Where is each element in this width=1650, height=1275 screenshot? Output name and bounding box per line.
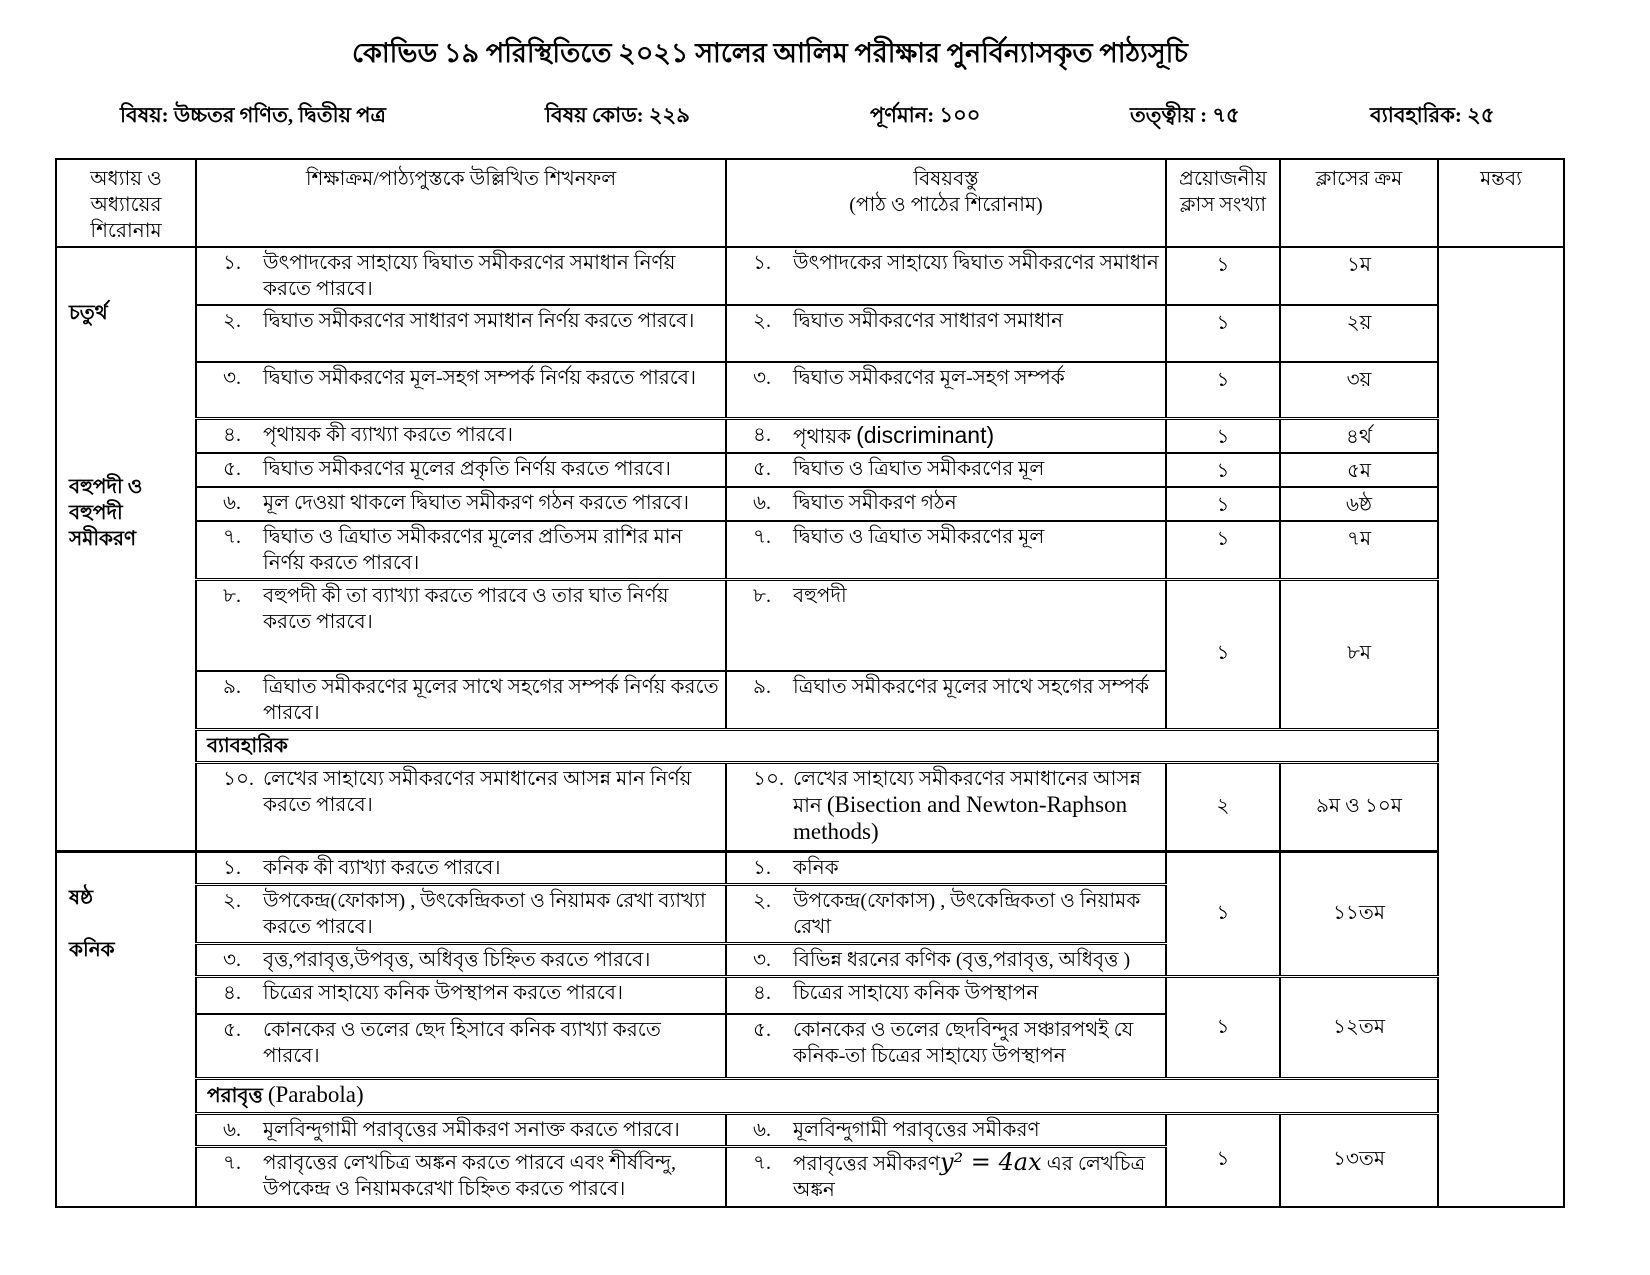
methods-label: (Bisection and Newton-Raphson methods) xyxy=(793,792,1128,844)
classes-cell: ১ xyxy=(1166,305,1280,362)
outcome-cell: ১০. লেখের সাহায্যে সমীকরণের সমাধানের আসন্ন মান নির্ণয় করতে পারবে। xyxy=(196,763,726,852)
outcome-cell: ৪. পৃথায়ক কী ব্যাখ্যা করতে পারবে। xyxy=(196,418,726,453)
content-cell: ৬. মূলবিন্দুগামী পরাবৃত্তের সমীকরণ xyxy=(726,1114,1166,1147)
meta-full-marks: পূর্ণমান: ১০০ xyxy=(870,103,981,127)
content-cell: ৩. দ্বিঘাত সমীকরণের মূল-সহগ সম্পর্ক xyxy=(726,362,1166,418)
table-header-row xyxy=(56,159,1564,247)
table-row xyxy=(56,1114,1564,1147)
practical-band-row xyxy=(56,730,1564,763)
table-row xyxy=(56,763,1564,852)
content-cell: ৭. পরাবৃত্তের সমীকরণy² = 4ax এর লেখচিত্র অঙ্কন xyxy=(726,1147,1166,1207)
outcome-cell: ৬. মূল দেওয়া থাকলে দ্বিঘাত সমীকরণ গঠন করতে পারবে। xyxy=(196,487,726,521)
order-cell: ৬ষ্ঠ xyxy=(1280,487,1438,521)
practical-band-label: ব্যাবহারিক xyxy=(196,730,1438,763)
classes-cell: ২ xyxy=(1166,763,1280,852)
order-cell: ১ম xyxy=(1280,247,1438,305)
outcome-cell: ৪. চিত্রের সাহায্যে কনিক উপস্থাপন করতে পারবে। xyxy=(196,977,726,1014)
outcome-cell: ১. উৎপাদকের সাহায্যে দ্বিঘাত সমীকরণের সমাধান নির্ণয় করতে পারবে। xyxy=(196,247,726,305)
order-cell: ১৩তম xyxy=(1280,1114,1438,1207)
classes-cell: ১ xyxy=(1166,487,1280,521)
header-comment: মন্তব্য xyxy=(1438,159,1564,247)
table-row xyxy=(56,305,1564,362)
order-cell: ৮ম xyxy=(1280,579,1438,730)
order-cell: ৯ম ও ১০ম xyxy=(1280,763,1438,852)
header-order: ক্লাসের ক্রম xyxy=(1280,159,1438,247)
outcome-cell: ৬. মূলবিন্দুগামী পরাবৃত্তের সমীকরণ সনাক্ত করতে পারবে। xyxy=(196,1114,726,1147)
content-cell: ৫. কোনকের ও তলের ছেদবিন্দুর সঞ্চারপথই যে কনিক-তা চিত্রের সাহায্যে উপস্থাপন xyxy=(726,1014,1166,1079)
table-row xyxy=(56,453,1564,487)
content-cell: ৪. চিত্রের সাহায্যে কনিক উপস্থাপন xyxy=(726,977,1166,1014)
outcome-cell: ৮. বহুপদী কী তা ব্যাখ্যা করতে পারবে ও তার ঘাত নির্ণয় করতে পারবে। xyxy=(196,579,726,671)
header-chapter: অধ্যায় ও অধ্যায়ের শিরোনাম xyxy=(56,159,196,247)
chapter-number: ষষ্ঠ xyxy=(69,887,94,909)
header-content-line2: (পাঠ ও পাঠের শিরোনাম) xyxy=(849,194,1043,216)
table-row xyxy=(56,247,1564,305)
content-cell: ২. উপকেন্দ্র(ফোকাস) , উৎকেন্দ্রিকতা ও নিয়ামক রেখা xyxy=(726,885,1166,944)
syllabus-table xyxy=(55,158,1565,1208)
content-cell: ৩. বিভিন্ন ধরনের কণিক (বৃত্ত,পরাবৃত্ত, অধিবৃত্ত ) xyxy=(726,944,1166,977)
order-cell: ৪র্থ xyxy=(1280,418,1438,453)
meta-theory-marks: তত্ত্বীয় : ৭৫ xyxy=(1130,103,1240,127)
outcome-cell: ৯. ত্রিঘাত সমীকরণের মূলের সাথে সহগের সম্পর্ক নির্ণয় করতে পারবে। xyxy=(196,671,726,730)
table-row xyxy=(56,362,1564,418)
outcome-cell: ৫. দ্বিঘাত সমীকরণের মূলের প্রকৃতি নির্ণয় করতে পারবে। xyxy=(196,453,726,487)
classes-cell: ১ xyxy=(1166,362,1280,418)
outcome-cell: ৫. কোনকের ও তলের ছেদ হিসাবে কনিক ব্যাখ্যা করতে পারবে। xyxy=(196,1014,726,1079)
classes-cell: ১ xyxy=(1166,418,1280,453)
meta-practical-marks: ব্যাবহারিক: ২৫ xyxy=(1370,103,1495,127)
order-cell: ৩য় xyxy=(1280,362,1438,418)
content-cell: ১০. লেখের সাহায্যে সমীকরণের সমাধানের আসন্ন মান (Bisection and Newton-Raphson methods) xyxy=(726,763,1166,852)
outcome-cell: ৩. বৃত্ত,পরাবৃত্ত,উপবৃত্ত, অধিবৃত্ত চিহ্নিত করতে পারবে। xyxy=(196,944,726,977)
content-cell: ১. উৎপাদকের সাহায্যে দ্বিঘাত সমীকরণের সমাধান xyxy=(726,247,1166,305)
outcome-cell: ৩. দ্বিঘাত সমীকরণের মূল-সহগ সম্পর্ক নির্ণয় করতে পারবে। xyxy=(196,362,726,418)
table-row xyxy=(56,579,1564,671)
content-cell: ৮. বহুপদী xyxy=(726,579,1166,671)
meta-subject: বিষয়: উচ্চতর গণিত, দ্বিতীয় পত্র xyxy=(120,103,386,127)
header-outcomes: শিক্ষাক্রম/পাঠ্যপুস্তকে উল্লিখিত শিখনফল xyxy=(196,159,726,247)
chapter-title: কনিক xyxy=(69,939,115,961)
meta-row xyxy=(0,102,1650,132)
chapter-cell-polynomial xyxy=(56,247,196,852)
content-cell: ৬. দ্বিঘাত সমীকরণ গঠন xyxy=(726,487,1166,521)
table-row xyxy=(56,487,1564,521)
classes-cell: ১ xyxy=(1166,852,1280,977)
order-cell: ২য় xyxy=(1280,305,1438,362)
table-row xyxy=(56,521,1564,580)
classes-cell: ১ xyxy=(1166,521,1280,580)
outcome-cell: ১. কনিক কী ব্যাখ্যা করতে পারবে। xyxy=(196,852,726,885)
outcome-cell: ২. দ্বিঘাত সমীকরণের সাধারণ সমাধান নির্ণয় করতে পারবে। xyxy=(196,305,726,362)
discriminant-label: (discriminant) xyxy=(856,421,995,448)
chapter-cell-conic xyxy=(56,852,196,1207)
order-cell: ১২তম xyxy=(1280,977,1438,1079)
content-cell: ১. কনিক xyxy=(726,852,1166,885)
header-classes: প্রয়োজনীয় ক্লাস সংখ্যা xyxy=(1166,159,1280,247)
table-row xyxy=(56,977,1564,1014)
order-cell: ৫ম xyxy=(1280,453,1438,487)
content-cell: ৭. দ্বিঘাত ও ত্রিঘাত সমীকরণের মূল xyxy=(726,521,1166,580)
classes-cell: ১ xyxy=(1166,453,1280,487)
content-cell: ২. দ্বিঘাত সমীকরণের সাধারণ সমাধান xyxy=(726,305,1166,362)
chapter-number: চতুর্থ xyxy=(69,302,108,324)
parabola-band-row xyxy=(56,1079,1564,1114)
parabola-band-label: পরাবৃত্ত (Parabola) xyxy=(196,1079,1438,1114)
outcome-cell: ৭. পরাবৃত্তের লেখচিত্র অঙ্কন করতে পারবে এবং শীর্ষবিন্দু, উপকেন্দ্র ও নিয়ামকরেখা চিহ্নিত করতে পারবে। xyxy=(196,1147,726,1207)
table-row xyxy=(56,852,1564,885)
parabola-en-label: (Parabola) xyxy=(267,1082,364,1107)
comment-cell xyxy=(1438,247,1564,1207)
content-cell: ৪. পৃথায়ক (discriminant) xyxy=(726,418,1166,453)
header-content-line1: বিষয়বস্তু xyxy=(913,168,979,190)
outcome-cell: ২. উপকেন্দ্র(ফোকাস) , উৎকেন্দ্রিকতা ও নিয়ামক রেখা ব্যাখ্যা করতে পারবে। xyxy=(196,885,726,944)
parabola-equation: y² = 4ax xyxy=(939,1148,1042,1176)
header-content xyxy=(726,159,1166,247)
classes-cell: ১ xyxy=(1166,977,1280,1079)
content-cell: ৫. দ্বিঘাত ও ত্রিঘাত সমীকরণের মূল xyxy=(726,453,1166,487)
outcome-cell: ৭. দ্বিঘাত ও ত্রিঘাত সমীকরণের মূলের প্রতিসম রাশির মান নির্ণয় করতে পারবে। xyxy=(196,521,726,580)
chapter-title: বহুপদী ও বহুপদী সমীকরণ xyxy=(69,476,143,550)
classes-cell: ১ xyxy=(1166,247,1280,305)
order-cell: ৭ম xyxy=(1280,521,1438,580)
table-row xyxy=(56,418,1564,453)
page-title: কোভিড ১৯ পরিস্থিতিতে ২০২১ সালের আলিম পরীক্ষার পুনর্বিন্যাসকৃত পাঠ্যসূচি xyxy=(352,38,1188,68)
classes-cell: ১ xyxy=(1166,1114,1280,1207)
content-cell: ৯. ত্রিঘাত সমীকরণের মূলের সাথে সহগের সম্পর্ক xyxy=(726,671,1166,730)
order-cell: ১১তম xyxy=(1280,852,1438,977)
classes-cell: ১ xyxy=(1166,579,1280,730)
meta-subject-code: বিষয় কোড: ২২৯ xyxy=(545,103,690,127)
